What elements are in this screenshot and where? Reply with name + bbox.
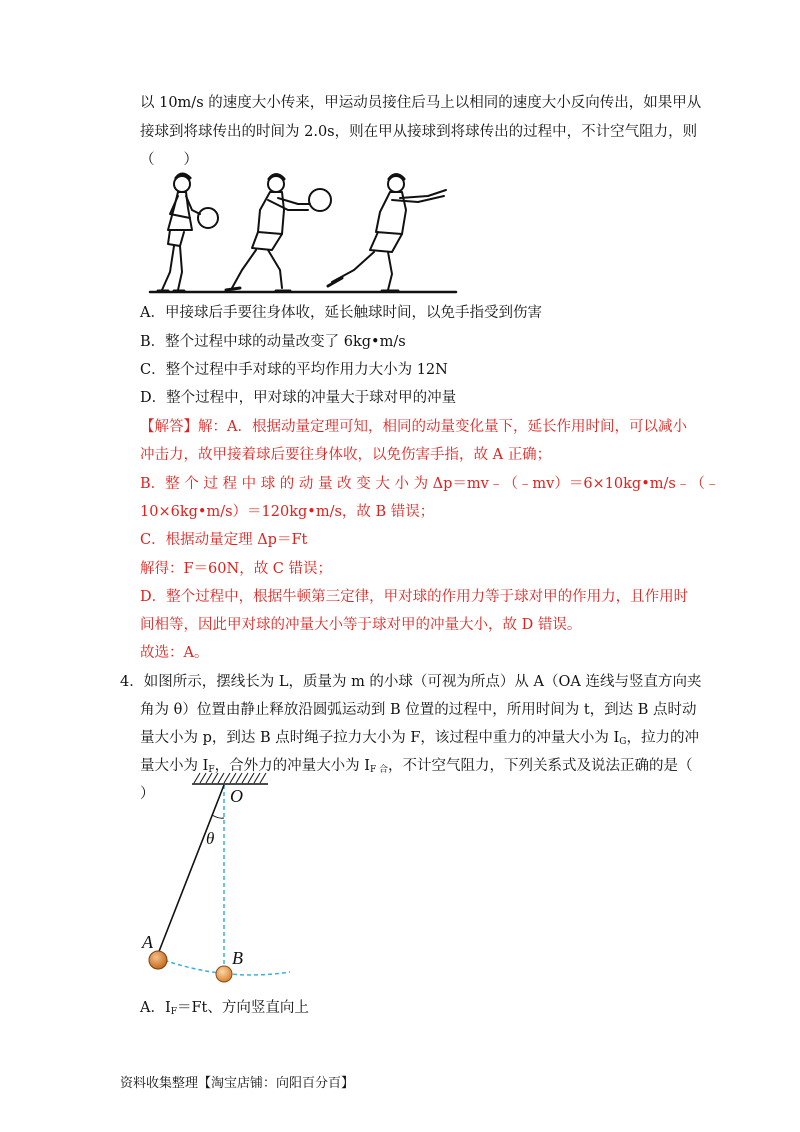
theta-arc: [212, 815, 224, 818]
q3-answer-line-8: 间相等，因此甲对球的冲量大小等于球对甲的冲量大小，故 D 错误。: [140, 617, 582, 633]
q3-stem-line-3: （ ）: [140, 152, 198, 168]
q3-answer-line-1: 【解答】解：A．根据动量定理可知，相同的动量变化量下，延长作用时间，可以减小: [140, 419, 687, 435]
pendulum-figure: [130, 768, 300, 990]
q4-option-a: A．$I_F=Ft$、方向竖直向上: [140, 1000, 309, 1017]
q4-stem-line-5: ）: [140, 786, 155, 802]
q3-option-d: D．整个过程中，甲对球的冲量大于球对甲的冲量: [140, 390, 457, 406]
footer-note: 资料收集整理【淘宝店铺：向阳百分百】: [120, 1076, 355, 1091]
q3-answer-line-9: 故选：A。: [140, 645, 209, 661]
q3-stem-line-1: 以 10m/s 的速度大小传来，甲运动员接住后马上以相同的速度大小反向传出，如果甲从: [140, 95, 702, 111]
label-b: B: [232, 948, 243, 968]
q4-stem-line-2: 角为 θ）位置由静止释放沿圆弧运动到 B 位置的过程中，所用时间为 t，到达 B 点时动: [140, 702, 697, 718]
pendulum-string: [158, 785, 224, 954]
q4-stem-line-1: 4．如图所示，摆线长为 L，质量为 m 的小球（可视为所点）从 A（OA 连线与竖直方向夹: [120, 674, 702, 690]
q3-option-c: C．整个过程中手对球的平均作用力大小为 12N: [140, 362, 448, 378]
q4-stem-line-4: 量大小为 $I_F$，合外力的冲量大小为 $I_{F 合}$，不计空气阻力，下列关系式及说法正确的是（: [140, 758, 693, 775]
q3-option-b: B．整个过程中球的动量改变了 6kg•m/s: [140, 334, 406, 350]
basketball-pass-figure: [148, 170, 458, 298]
ball-a: [149, 951, 167, 969]
q3-answer-line-4: 10×6kg•m/s）＝120kg•m/s，故 B 错误；: [140, 504, 435, 520]
q3-answer-line-7: D．整个过程中，根据牛顿第三定律，甲对球的作用力等于球对甲的作用力，且作用时: [140, 589, 689, 605]
label-a: A: [142, 932, 153, 952]
q3-answer-line-2: 冲击力，故甲接着球后要往身体收，以免伤害手指，故 A 正确；: [140, 447, 552, 463]
q3-stem-line-2: 接球到将球传出的时间为 2.0s，则在甲从接球到将球传出的过程中，不计空气阻力，则: [140, 124, 698, 140]
q3-option-a: A．甲接球后手要往身体收，延长触球时间，以免手指受到伤害: [140, 305, 542, 321]
player-3-icon: [328, 175, 446, 292]
q3-answer-line-6: 解得：F＝60N，故 C 错误；: [140, 561, 333, 577]
label-o: O: [230, 786, 243, 806]
q3-answer-line-5: C．根据动量定理 Δp＝Ft: [140, 532, 308, 548]
q3-answer-line-3: B．整 个 过 程 中 球 的 动 量 改 变 大 小 为 Δp＝mv﹣（﹣mv）＝6×10kg•m/s﹣（﹣: [140, 476, 720, 492]
label-theta: θ: [206, 829, 215, 848]
player-1-icon: [158, 174, 218, 291]
ceiling-hatch: [194, 773, 266, 783]
ball-b: [216, 966, 232, 982]
player-2-icon: [226, 175, 331, 292]
q4-stem-line-3: 量大小为 p，到达 B 点时绳子拉力大小为 F，该过程中重力的冲量大小为 $I_G$，拉力的冲: [140, 730, 699, 747]
